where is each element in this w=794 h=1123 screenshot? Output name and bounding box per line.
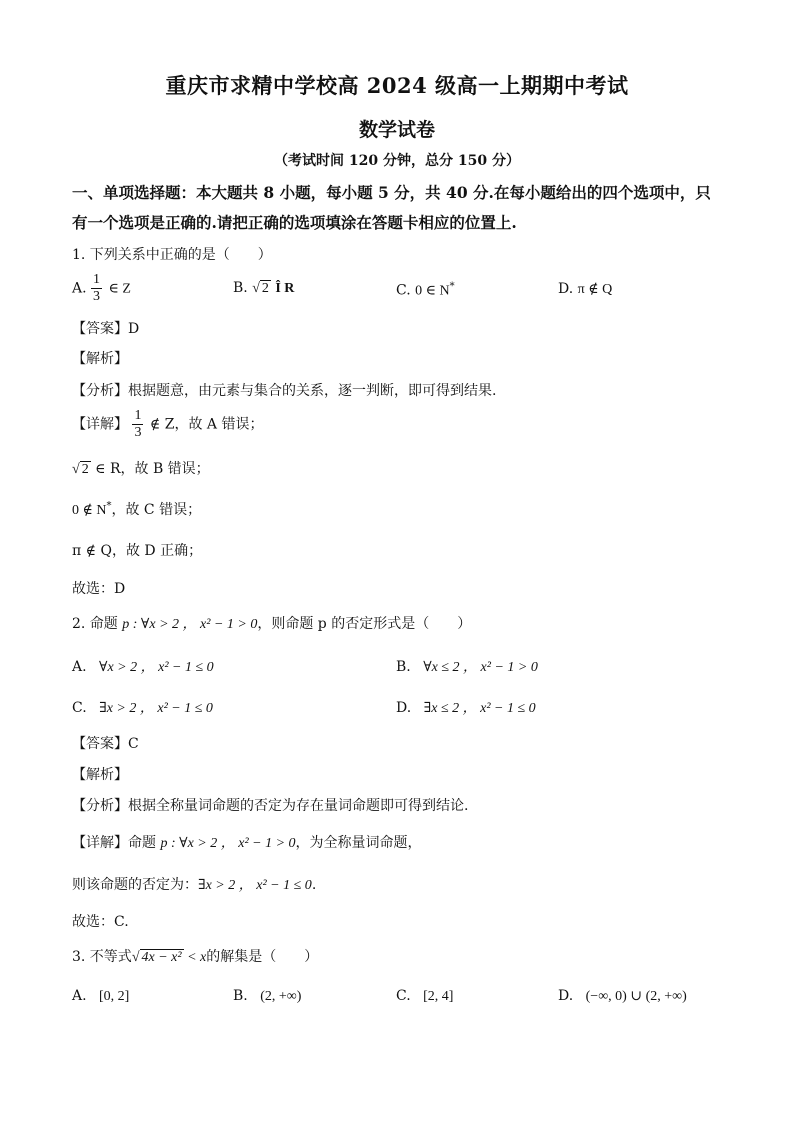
- option-label: A.: [72, 280, 87, 297]
- option-label: A.: [72, 659, 87, 675]
- exam-info: （考试时间 120 分钟，总分 150 分）: [274, 153, 520, 169]
- q2-analysis-head: 【解析】: [72, 767, 128, 783]
- sqrt: √ 2: [252, 281, 269, 296]
- q2-choice: 故选：C.: [72, 914, 129, 930]
- q3-option-b: B. (2, +∞): [233, 988, 302, 1004]
- option-label: D.: [558, 988, 574, 1004]
- q1-analysis: 【分析】根据题意，由元素与集合的关系，逐一判断，即可得到结果.: [72, 383, 497, 399]
- q3-option-a: A. [0, 2]: [72, 988, 130, 1004]
- sqrt: √ 2: [72, 462, 89, 477]
- fraction: $\frac{1}{3}$: [134, 408, 142, 440]
- q1-detail-3: 0 ∉ N*，故 C 错误；: [72, 500, 202, 518]
- option-label: D.: [396, 700, 412, 716]
- option-label: B.: [233, 988, 248, 1004]
- q1-option-b: B. √ 2 Î R: [233, 280, 295, 296]
- q2-negation: 则该命题的否定为：∃x > 2 ， x² − 1 ≤ 0.: [72, 877, 317, 893]
- q1-stem: 1. 下列关系中正确的是（ ）: [72, 247, 272, 263]
- option-label: B.: [233, 280, 248, 296]
- option-label: A.: [72, 988, 87, 1004]
- option-label: D.: [558, 281, 574, 297]
- option-label: C.: [396, 282, 411, 299]
- q2-option-a: A. ∀x > 2 ， x² − 1 ≤ 0: [72, 659, 214, 675]
- sqrt: √ 4x − x²: [131, 950, 182, 965]
- section-line-2: 有一个选项是正确的.请把正确的选项填涂在答题卡相应的位置上.: [72, 213, 517, 232]
- q2-option-c: C. ∃x > 2 ， x² − 1 ≤ 0: [72, 700, 213, 716]
- section-line-1: 一、单项选择题：本大题共 8 小题，每小题 5 分，共 40 分.在每小题给出的四个选项中，只: [72, 183, 711, 202]
- exam-subtitle: 数学试卷: [358, 119, 435, 141]
- q1-option-d: D. π ∉ Q: [558, 281, 613, 297]
- q2-detail: 【详解】命题 p : ∀x > 2 ， x² − 1 > 0，为全称量词命题，: [72, 835, 422, 851]
- q1-detail-1: 【详解】 $\frac{1}{3}$ ∉ Z，故 A 错误；: [72, 408, 264, 440]
- q1-choice: 故选：D: [72, 581, 126, 597]
- fraction: $\frac{1}{3}$: [93, 272, 101, 304]
- option-label: C.: [396, 988, 411, 1004]
- q3-option-d: D. (−∞, 0) ∪ (2, +∞): [558, 988, 687, 1004]
- q2-option-b: B. ∀x ≤ 2 ， x² − 1 > 0: [396, 659, 538, 675]
- exam-title: 重庆市求精中学校高 2024 级高一上期期中考试: [165, 73, 629, 98]
- q2-analysis: 【分析】根据全称量词命题的否定为存在量词命题即可得到结论.: [72, 798, 469, 814]
- q1-option-c: C. 0 ∈ N*: [396, 281, 455, 299]
- q2-option-d: D. ∃x ≤ 2 ， x² − 1 ≤ 0: [396, 700, 536, 716]
- q1-answer: 【答案】D: [72, 321, 140, 337]
- q2-stem: 2. 命题 p : ∀x > 2 ， x² − 1 > 0，则命题 p 的否定形式是（ ）: [72, 616, 472, 632]
- q1-detail-2: √ 2 ∈ R，故 B 错误；: [72, 461, 210, 477]
- q1-detail-4: π ∉ Q，故 D 正确；: [72, 543, 203, 559]
- option-label: B.: [396, 659, 411, 675]
- option-label: C.: [72, 700, 87, 716]
- q2-answer: 【答案】C: [72, 736, 139, 752]
- section-instructions: [72, 178, 722, 238]
- q1-analysis-head: 【解析】: [72, 351, 128, 367]
- q3-option-c: C. [2, 4]: [396, 988, 454, 1004]
- q1-option-a: A. $\frac{1}{3}$ ∈ Z: [72, 272, 131, 304]
- q3-stem: 3. 不等式√ 4x − x² < x的解集是（ ）: [72, 949, 319, 965]
